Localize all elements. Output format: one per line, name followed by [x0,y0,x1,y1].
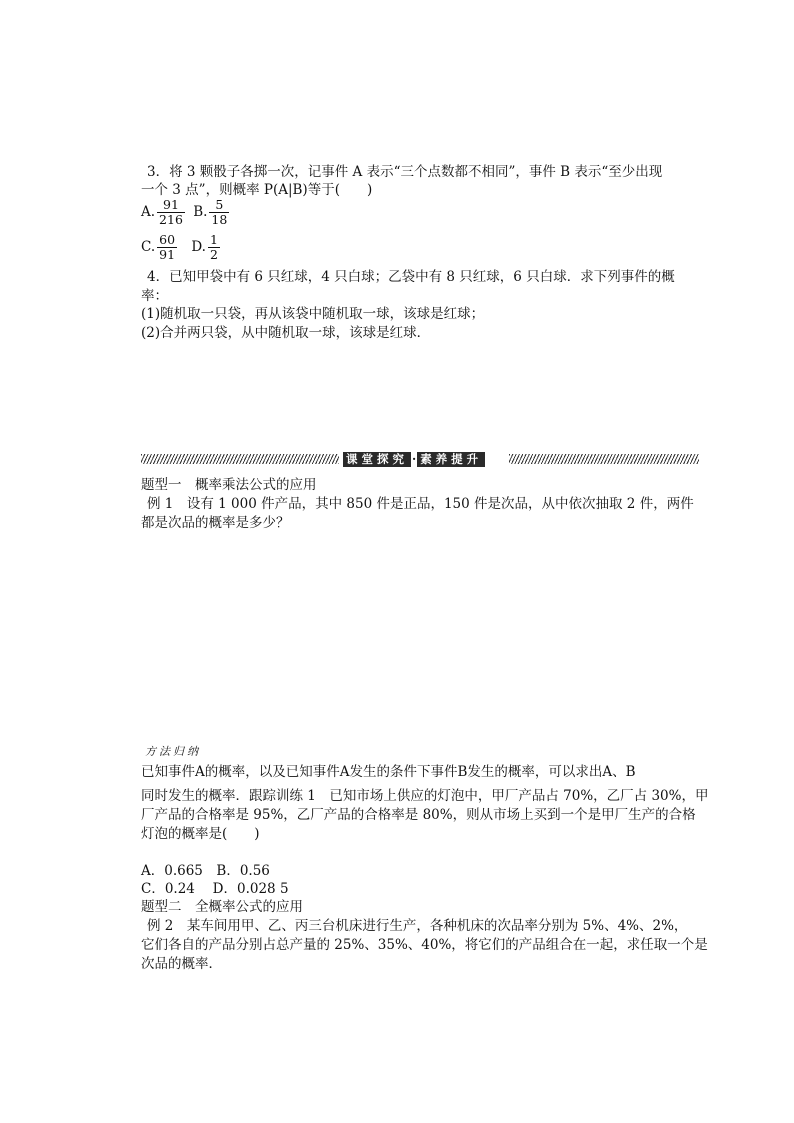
method-line2: 同时发生的概率．跟踪训练 1 已知市场上供应的灯泡中，甲厂产品占 70%，乙厂占 30%，甲 [141,788,709,804]
fraction: $\frac{91}{216}$ [159,197,183,227]
q3-option-c: C. $\frac{60}{91}$ D. $\frac{1}{2}$ [141,232,218,262]
section-banner [141,451,699,467]
track1-options-row2: C．0.24 D．0.028 5 [141,881,289,897]
type1-title: 题型一 概率乘法公式的应用 [141,477,317,493]
banner-hatch-left [141,454,339,464]
method-line3: 厂产品的合格率是 95%，乙厂产品的合格率是 80%，则从市场上买到一个是甲厂生产的合格 [141,807,696,823]
track1-options-row1: A．0.665 B．0.56 [141,863,270,879]
q3-line1: 3．将 3 颗骰子各掷一次，记事件 A 表示“三个点数都不相同”，事件 B 表示“至少出现 [147,164,663,180]
fraction: $\frac{60}{91}$ [159,232,176,262]
example1-line1: 例 1 设有 1 000 件产品，其中 850 件是正品，150 件是次品，从中依次抽取 2 件，两件 [147,496,694,512]
fraction: $\frac{5}{18}$ [211,197,228,227]
q4-part2: (2)合并两只袋，从中随机取一球，该球是红球． [141,325,431,341]
method-heading: 方法归纳 [145,745,201,758]
q4-part1: (1)随机取一只袋，再从该袋中随机取一球，该球是红球； [141,306,485,322]
example2-line2: 它们各自的产品分别占总产量的 25%、35%、40%，将它们的产品组合在一起，求任取一个是 [141,937,708,953]
method-line1: 已知事件A的概率，以及已知事件A发生的条件下事件B发生的概率，可以求出A、B [141,764,636,780]
type2-title: 题型二 全概率公式的应用 [141,899,303,915]
banner-badge: 课堂探究 · 素养提升 [343,451,485,467]
q3-option-a: A. $\frac{91}{216}$ B. $\frac{5}{18}$ [141,197,228,227]
method-line4: 灯泡的概率是( ) [141,826,260,842]
q4-line2: 率： [141,288,168,304]
example2-line3: 次品的概率． [141,956,222,972]
fraction: $\frac{1}{2}$ [209,232,218,262]
q3-line2: 一个 3 点”，则概率 P(A|B)等于( ) [141,182,373,198]
banner-hatch-right [509,454,699,464]
example1-line2: 都是次品的概率是多少？ [141,515,290,531]
q4-line1: 4．已知甲袋中有 6 只红球，4 只白球；乙袋中有 8 只红球，6 只白球．求下列事件的概 [147,269,675,285]
example2-line1: 例 2 某车间用甲、乙、丙三台机床进行生产，各种机床的次品率分别为 5%、4%、2%， [147,918,688,934]
